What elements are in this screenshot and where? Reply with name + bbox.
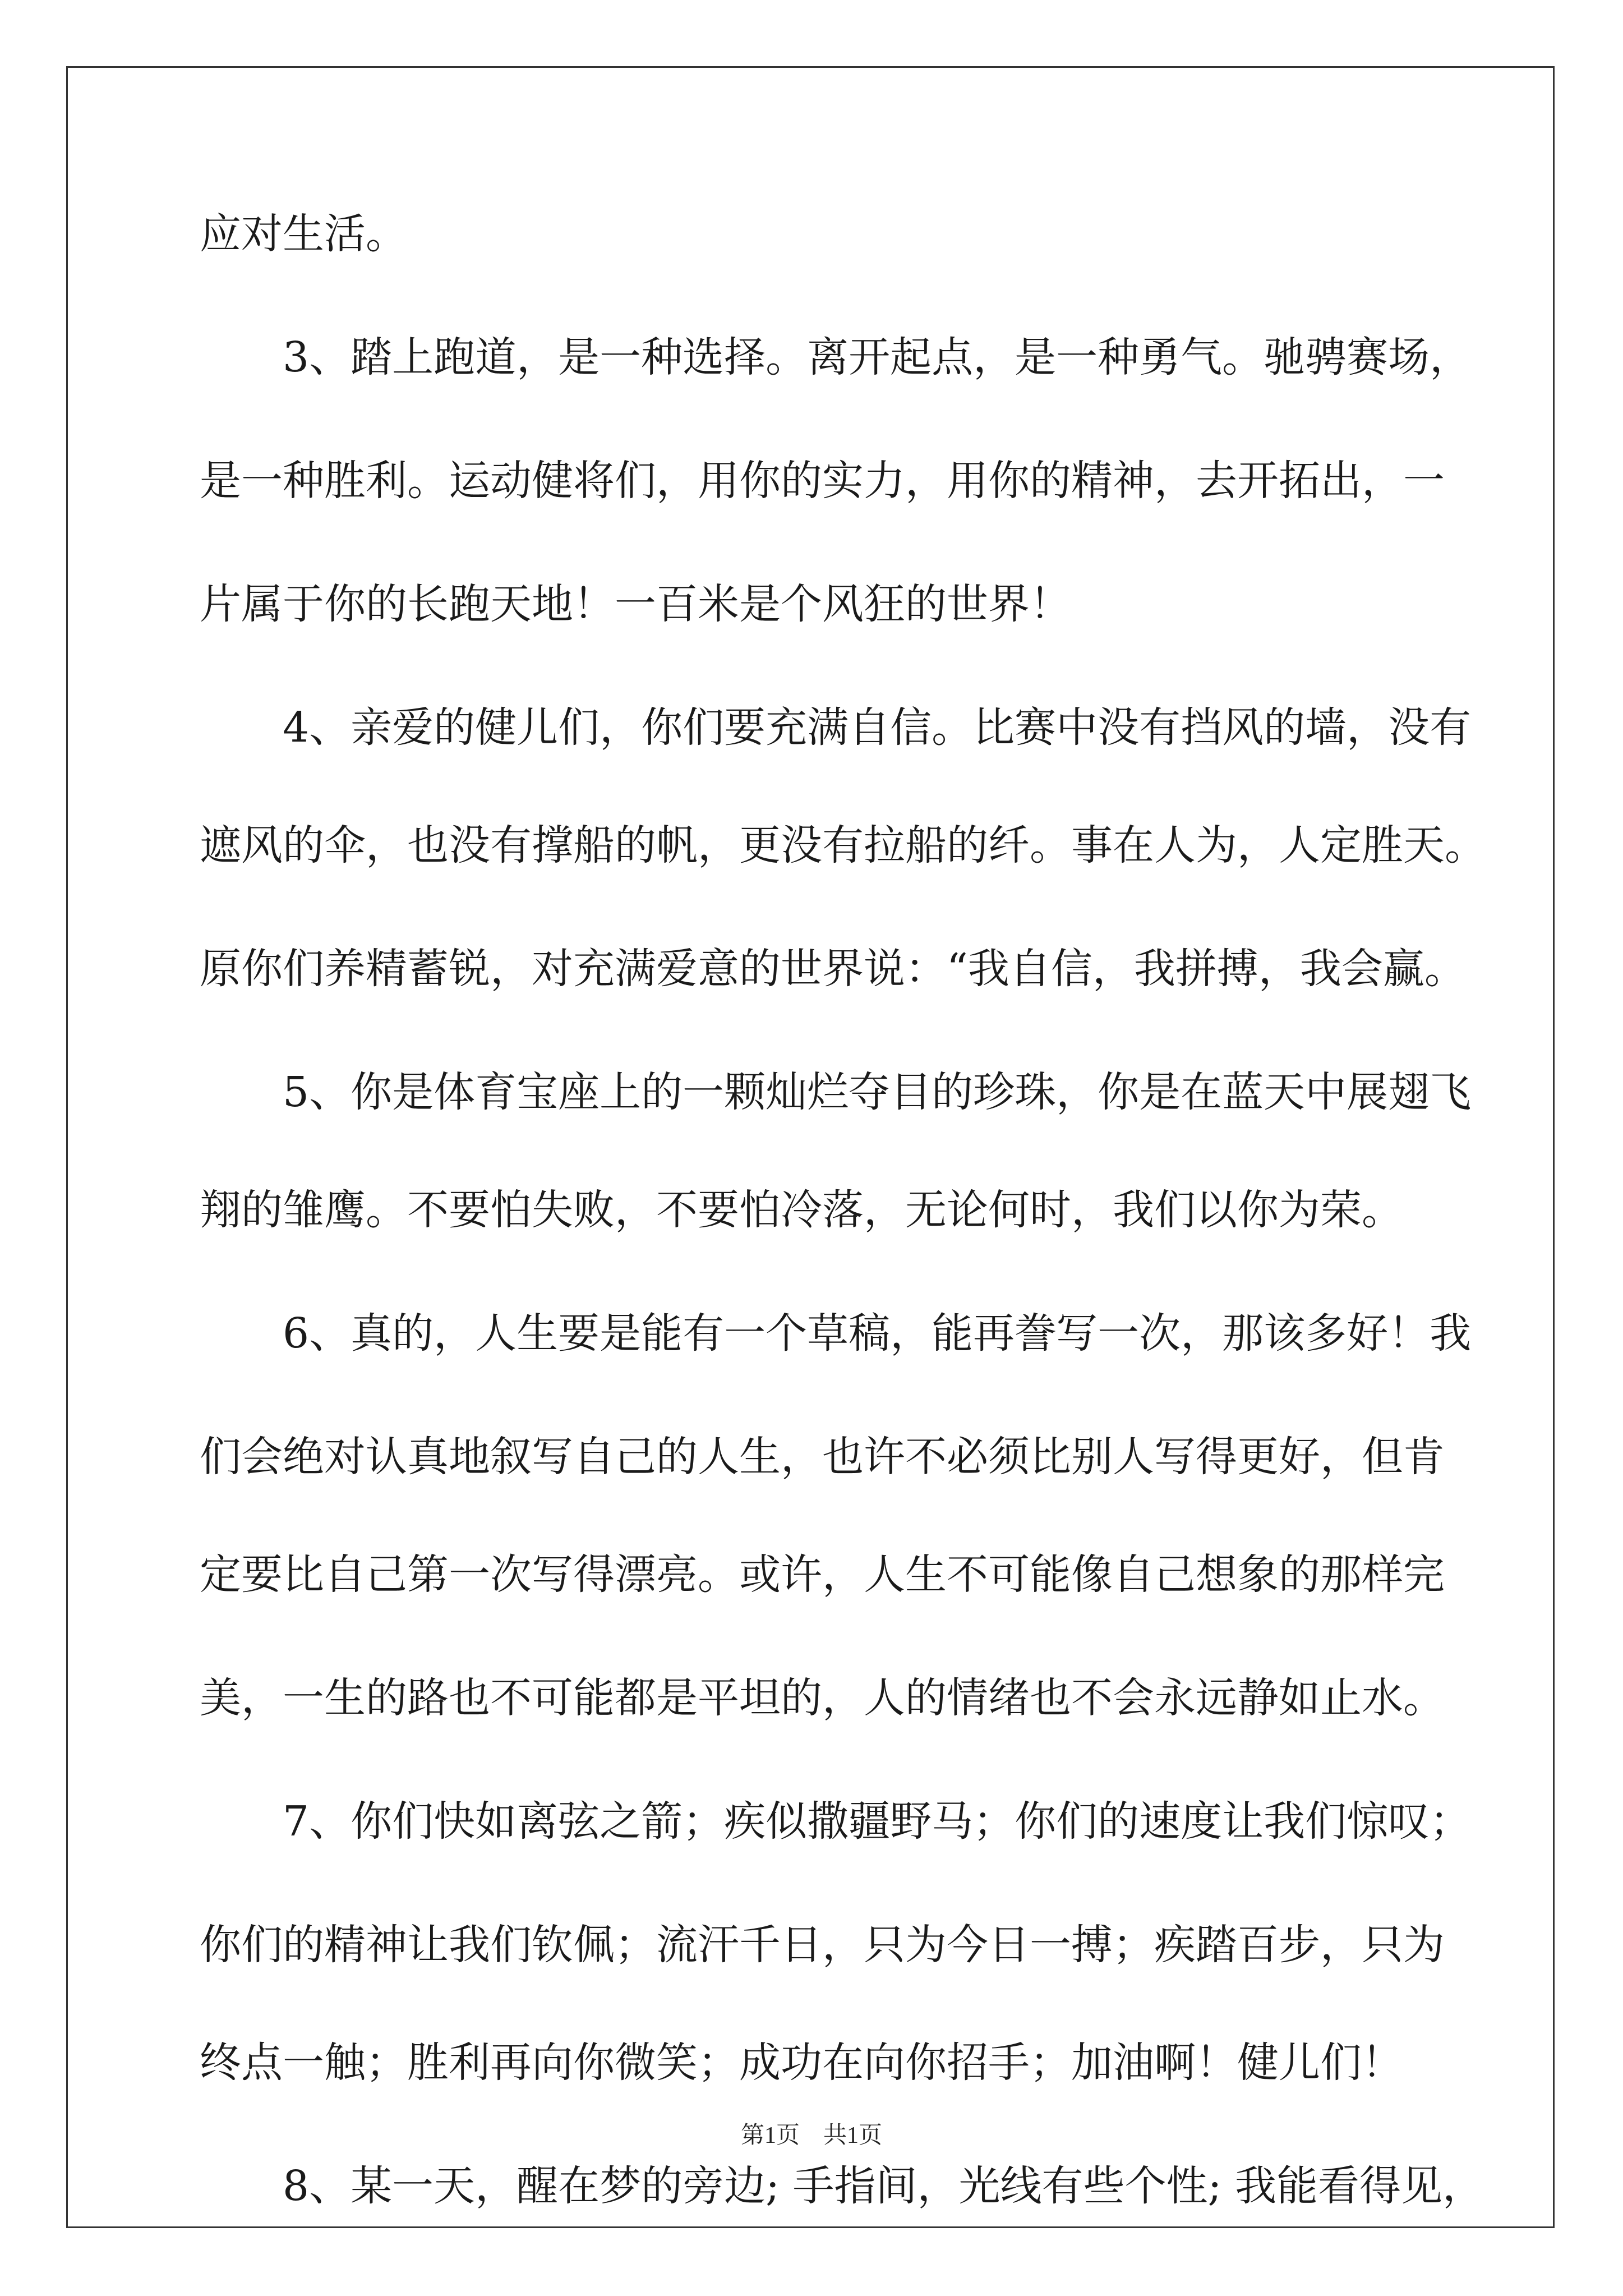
page-number-footer: 第1页 共1页 bbox=[740, 2123, 882, 2148]
text-line: 终点一触；胜利再向你微笑；成功在向你招手；加油啊！健儿们！ bbox=[200, 2039, 1403, 2087]
page-border bbox=[66, 66, 1555, 2228]
text-line: 6、真的，人生要是能有一个草稿，能再誊写一次，那该多好！我 bbox=[200, 1309, 1472, 1358]
text-line: 们会绝对认真地叙写自己的人生，也许不必须比别人写得更好，但肯 bbox=[200, 1433, 1445, 1481]
text-line: 4、亲爱的健儿们，你们要充满自信。比赛中没有挡风的墙，没有 bbox=[200, 703, 1472, 752]
text-line: 原你们养精蓄锐，对充满爱意的世界说：“我自信，我拼搏，我会赢。 bbox=[200, 945, 1466, 993]
text-line: 7、你们快如离弦之箭；疾似撒疆野马；你们的速度让我们惊叹； bbox=[200, 1797, 1472, 1846]
text-line: 你们的精神让我们钦佩；流汗千日，只为今日一搏；疾踏百步，只为 bbox=[200, 1921, 1445, 1969]
text-line: 5、你是体育宝座上的一颗灿烂夺目的珍珠，你是在蓝天中展翅飞 bbox=[200, 1068, 1472, 1116]
text-line: 应对生活。 bbox=[200, 210, 407, 258]
text-line: 翔的雏鹰。不要怕失败，不要怕冷落，无论何时，我们以你为荣。 bbox=[200, 1186, 1403, 1234]
text-line: 定要比自己第一次写得漂亮。或许，人生不可能像自己想象的那样完 bbox=[200, 1550, 1445, 1599]
text-line: 片属于你的长跑天地！一百米是个风狂的世界！ bbox=[200, 580, 1071, 628]
text-line: 遮风的伞，也没有撑船的帆，更没有拉船的纤。事在人为，人定胜天。 bbox=[200, 821, 1486, 869]
text-line: 3、踏上跑道，是一种选择。离开起点，是一种勇气。驰骋赛场， bbox=[200, 333, 1472, 381]
text-line: 是一种胜利。运动健将们，用你的实力，用你的精神，去开拓出，一 bbox=[200, 457, 1445, 505]
text-line: 8、某一天，醒在梦的旁边; 手指间，光线有些个性; 我能看得见， bbox=[200, 2162, 1484, 2210]
text-line: 美，一生的路也不可能都是平坦的，人的情绪也不会永远静如止水。 bbox=[200, 1674, 1445, 1722]
